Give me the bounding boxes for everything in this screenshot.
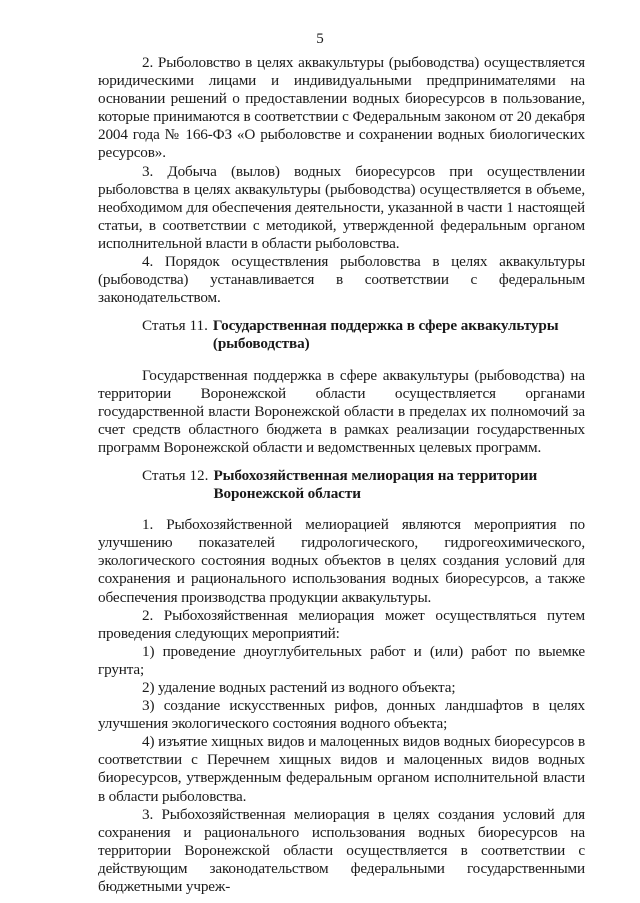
- article-heading: [98, 317, 585, 353]
- page-number: 5: [316, 31, 324, 47]
- paragraph: 1) проведение дноуглубительных работ и (или) работ по выемке грунта;: [98, 642, 585, 678]
- paragraph: Государственная поддержка в сфере аквакультуры (рыбоводства) на территории Воронежской области осуществляется органами государственной власти Воронежской области в пределах их полномочий за счет средств областного бюджета в рамках реализации государственных программ Воронежской области и ведомственных целевых программ.: [98, 366, 585, 456]
- article-heading: [98, 467, 585, 503]
- paragraph: 1. Рыбохозяйственной мелиорацией являются мероприятия по улучшению показателей гидрологического, гидрогеохимического, экологического состояния водных объектов в целях создания условий для сохранения и рационального использования водных биоресурсов, а также обеспечения производства продукции аквакультуры.: [98, 516, 585, 606]
- document-body: [98, 54, 585, 896]
- paragraph: 2. Рыболовство в целях аквакультуры (рыбоводства) осуществляется юридическими лицами и индивидуальными предпринимателями на основании решений о предоставлении водных биоресурсов в пользование, которые принимаются в соответствии с Федеральным законом от 20 декабря 2004 года № 166-ФЗ «О рыболовстве и сохранении водных биологических ресурсов».: [98, 54, 585, 162]
- article-title: Рыбохозяйственная мелиорация на территории Воронежской области: [213, 466, 538, 503]
- paragraph: 2) удаление водных растений из водного объекта;: [142, 679, 456, 696]
- paragraph: 2. Рыбохозяйственная мелиорация может осуществляться путем проведения следующих мероприятий:: [98, 606, 585, 642]
- paragraph: 3. Добыча (вылов) водных биоресурсов при осуществлении рыболовства в целях аквакультуры (рыбоводства) осуществляется в объеме, необходимом для обеспечения деятельности, указанной в части 1 настоящей статьи, в соответствии с методикой, утвержденной федеральным органом исполнительной власти в области рыболовства.: [98, 162, 585, 252]
- article-number: Статья 11.: [142, 317, 208, 335]
- article-title: Государственная поддержка в сфере аквакультуры (рыбоводства): [212, 317, 559, 353]
- article-number: Статья 12.: [142, 466, 209, 484]
- paragraph: 4) изъятие хищных видов и малоценных видов водных биоресурсов в соответствии с Перечнем хищных видов и малоценных видов водных биоресурсов, утвержденным федеральным органом исполнительной власти в области рыболовства.: [98, 733, 585, 805]
- paragraph: 4. Порядок осуществления рыболовства в целях аквакультуры (рыбоводства) устанавливается в соответствии с федеральным законодательством.: [98, 253, 585, 307]
- paragraph: 3. Рыбохозяйственная мелиорация в целях создания условий для сохранения и рационального использования водных биоресурсов на территории Воронежской области осуществляется в соответствии с действующим законодательством федеральными государственными бюджетными учреж-: [98, 805, 585, 896]
- paragraph: 3) создание искусственных рифов, донных ландшафтов в целях улучшения экологического состояния водного объекта;: [98, 697, 585, 733]
